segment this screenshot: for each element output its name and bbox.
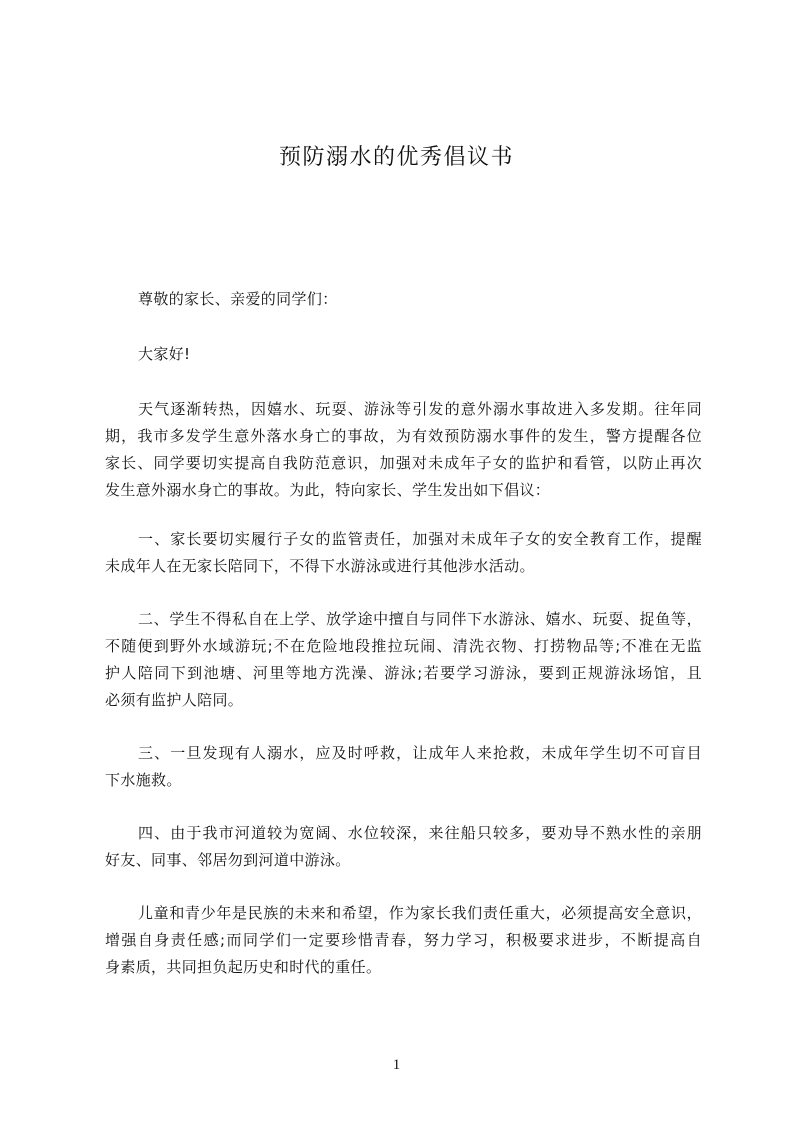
page-number: 1: [392, 1057, 401, 1073]
paragraph-line: 二、学生不得私自在上学、放学途中擅自与同伴下水游泳、嬉水、玩耍、捉鱼等，: [138, 610, 702, 628]
paragraph-closing: [105, 900, 702, 981]
paragraph-line: 护人陪同下到池塘、河里等地方洗澡、游泳;若要学习游泳，要到正规游泳场馆，且: [105, 664, 702, 682]
paragraph-line: 下水施救。: [105, 771, 182, 789]
paragraph-proposal-2: [105, 606, 702, 714]
paragraph-line: 四、由于我市河道较为宽阔、水位较深，来往船只较多，要劝导不熟水性的亲朋: [138, 824, 702, 842]
paragraph-line: 家长、同学要切实提高自我防范意识，加强对未成年子女的监护和看管，以防止再次: [105, 454, 702, 472]
paragraph-weather-warning: [105, 396, 702, 504]
paragraph-line: 一、家长要切实履行子女的监管责任，加强对未成年子女的安全教育工作，提醒: [138, 530, 702, 548]
paragraph-line: 不随便到野外水域游玩;不在危险地段推拉玩闹、清洗衣物、打捞物品等;不准在无监: [105, 637, 702, 655]
paragraph-line: 好友、同事、邻居勿到河道中游泳。: [105, 851, 351, 869]
salutation: [105, 341, 702, 368]
paragraph-proposal-3: [105, 740, 702, 794]
paragraph-line: 儿童和青少年是民族的未来和希望，作为家长我们责任重大，必须提高安全意识，: [138, 904, 702, 922]
document-title: 预防溺水的优秀倡议书: [278, 145, 514, 170]
paragraph-line: 增强自身责任感;而同学们一定要珍惜青春，努力学习，积极要求进步，不断提高自: [105, 931, 702, 949]
paragraph-line: 必须有监护人陪同。: [105, 691, 244, 709]
greeting-line: 尊敬的家长、亲爱的同学们：: [138, 290, 338, 308]
greeting: [105, 286, 702, 313]
paragraph-line: 身素质，共同担负起历史和时代的重任。: [105, 958, 382, 976]
paragraph-proposal-4: [105, 820, 702, 874]
salutation-line: 大家好!: [138, 345, 191, 363]
paragraph-line: 未成年人在无家长陪同下，不得下水游泳或进行其他涉水活动。: [105, 557, 535, 575]
paragraph-proposal-1: [105, 526, 702, 580]
paragraph-line: 发生意外溺水身亡的事故。为此，特向家长、学生发出如下倡议：: [105, 481, 551, 499]
paragraph-line: 天气逐渐转热，因嬉水、玩耍、游泳等引发的意外溺水事故进入多发期。往年同: [138, 400, 702, 418]
paragraph-line: 期，我市多发学生意外落水身亡的事故，为有效预防溺水事件的发生，警方提醒各位: [105, 427, 702, 445]
paragraph-line: 三、一旦发现有人溺水，应及时呼救，让成年人来抢救，未成年学生切不可盲目: [138, 744, 702, 762]
